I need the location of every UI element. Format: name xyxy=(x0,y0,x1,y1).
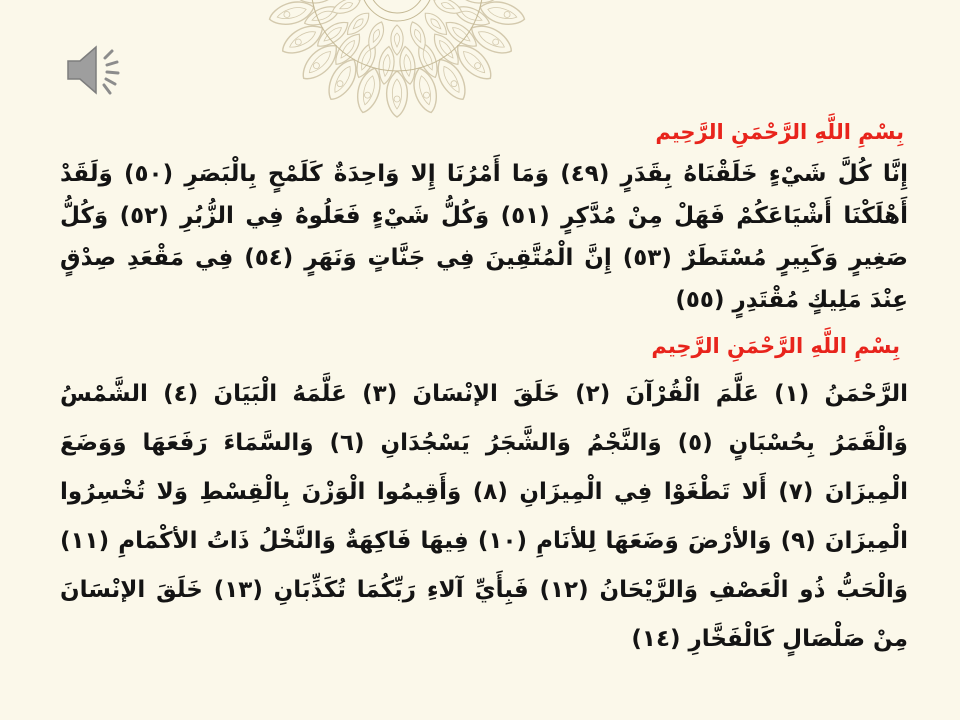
speaker-icon[interactable] xyxy=(62,40,128,100)
verses-paragraph: إِنَّا كُلَّ شَيْءٍ خَلَقْنَاهُ بِقَدَرٍ (٤٩) وَمَا أَمْرُنَا إِلا وَاحِدَةٌ كَلَمْحٍ بِالْبَصَرِ (٥٠) وَلَقَدْ أَهْلَكْنَا أَشْيَاعَكُمْ فَهَلْ مِنْ مُدَّكِرٍ (٥١) وَكُلُّ شَيْءٍ فَعَلُوهُ فِي الزُّبُرِ (٥٢) وَكُلُّ صَغِيرٍ وَكَبِيرٍ مُسْتَطَرٌ (٥٣) إِنَّ الْمُتَّقِينَ فِي جَنَّاتٍ وَنَهَرٍ (٥٤) فِي مَقْعَدِ صِدْقٍ عِنْدَ مَلِيكٍ مُقْتَدِرٍ (٥٥) xyxy=(60,161,908,313)
verses-paragraph: الرَّحْمَنُ (١) عَلَّمَ الْقُرْآنَ (٢) خَلَقَ الإنْسَانَ (٣) عَلَّمَهُ الْبَيَانَ (٤) الشَّمْسُ وَالْقَمَرُ بِحُسْبَانٍ (٥) وَالنَّجْمُ وَالشَّجَرُ يَسْجُدَانِ (٦) وَالسَّمَاءَ رَفَعَهَا وَوَضَعَ الْمِيزَانَ (٧) أَلا تَطْغَوْا فِي الْمِيزَانِ (٨) وَأَقِيمُوا الْوَزْنَ بِالْقِسْطِ وَلا تُخْسِرُوا الْمِيزَانَ (٩) وَالأرْضَ وَضَعَهَا لِلأنَامِ (١٠) فِيهَا فَاكِهَةٌ وَالنَّخْلُ ذَاتُ الأكْمَامِ (١١) وَالْحَبُّ ذُو الْعَصْفِ وَالرَّيْحَانُ (١٢) فَبِأَيِّ آلاءِ رَبِّكُمَا تُكَذِّبَانِ (١٣) خَلَقَ الإنْسَانَ مِنْ صَلْصَالٍ كَالْفَخَّارِ (١٤) xyxy=(60,381,909,652)
basmala-heading: بِسْمِ اللَّهِ الرَّحْمَنِ الرَّحِيم xyxy=(651,334,900,358)
mandala-ornament xyxy=(262,0,532,120)
basmala-heading: بِسْمِ اللَّهِ الرَّحْمَنِ الرَّحِيم xyxy=(655,120,904,144)
